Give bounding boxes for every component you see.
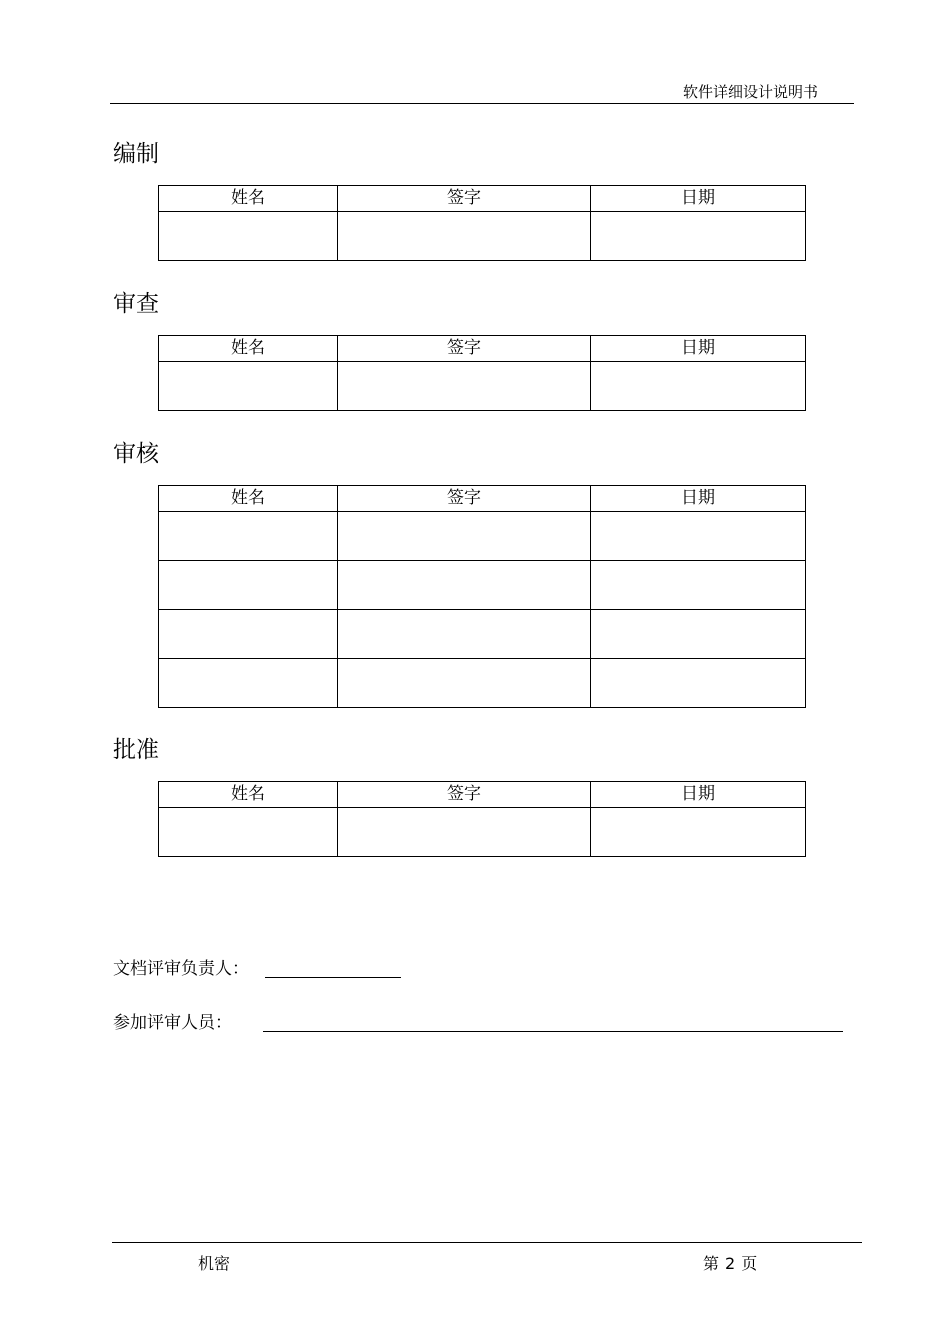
- column-header-signature: 签字: [338, 186, 591, 212]
- column-header-signature: 签字: [338, 336, 591, 362]
- column-header-name: 姓名: [159, 336, 338, 362]
- footer-rule: [112, 1242, 862, 1243]
- signature-cell[interactable]: [338, 659, 591, 708]
- signature-cell[interactable]: [338, 808, 591, 857]
- date-cell[interactable]: [591, 512, 806, 561]
- confidential-label: 机密: [198, 1254, 231, 1273]
- column-header-date: 日期: [591, 336, 806, 362]
- section-title-audit: 审核: [113, 441, 159, 467]
- page-suffix: 页: [741, 1254, 758, 1273]
- column-header-signature: 签字: [338, 486, 591, 512]
- date-cell[interactable]: [591, 659, 806, 708]
- name-cell[interactable]: [159, 610, 338, 659]
- column-header-name: 姓名: [159, 186, 338, 212]
- signature-cell[interactable]: [338, 610, 591, 659]
- table-header-row: [159, 186, 806, 212]
- page-number: 2: [725, 1254, 736, 1273]
- signature-cell[interactable]: [338, 512, 591, 561]
- header-rule: [110, 103, 854, 104]
- document-header-title: 软件详细设计说明书: [682, 83, 818, 101]
- table-row: [159, 808, 806, 857]
- date-cell[interactable]: [591, 362, 806, 411]
- signature-cell[interactable]: [338, 561, 591, 610]
- reviewer-in-charge-underline[interactable]: [265, 977, 401, 978]
- name-cell[interactable]: [159, 362, 338, 411]
- participants-label: 参加评审人员：: [113, 1013, 232, 1033]
- participants-underline[interactable]: [263, 1031, 843, 1032]
- table-header-row: [159, 336, 806, 362]
- name-cell[interactable]: [159, 561, 338, 610]
- audit-signature-table: [158, 485, 806, 708]
- date-cell[interactable]: [591, 808, 806, 857]
- signature-cell[interactable]: [338, 362, 591, 411]
- date-cell[interactable]: [591, 610, 806, 659]
- page-prefix: 第: [703, 1254, 720, 1273]
- column-header-date: 日期: [591, 486, 806, 512]
- table-row: [159, 212, 806, 261]
- name-cell[interactable]: [159, 512, 338, 561]
- review-signature-table: [158, 335, 806, 411]
- name-cell[interactable]: [159, 659, 338, 708]
- section-title-prepared: 编制: [113, 141, 159, 167]
- column-header-name: 姓名: [159, 782, 338, 808]
- prepared-signature-table: [158, 185, 806, 261]
- section-title-approval: 批准: [113, 737, 159, 763]
- column-header-date: 日期: [591, 186, 806, 212]
- date-cell[interactable]: [591, 212, 806, 261]
- column-header-date: 日期: [591, 782, 806, 808]
- approval-signature-table: [158, 781, 806, 857]
- name-cell[interactable]: [159, 212, 338, 261]
- page-indicator: [703, 1254, 757, 1274]
- table-header-row: [159, 486, 806, 512]
- column-header-signature: 签字: [338, 782, 591, 808]
- column-header-name: 姓名: [159, 486, 338, 512]
- signature-cell[interactable]: [338, 212, 591, 261]
- table-row: [159, 362, 806, 411]
- section-title-review: 审查: [113, 291, 159, 317]
- table-row: [159, 512, 806, 561]
- date-cell[interactable]: [591, 561, 806, 610]
- name-cell[interactable]: [159, 808, 338, 857]
- table-row: [159, 610, 806, 659]
- table-header-row: [159, 782, 806, 808]
- table-row: [159, 659, 806, 708]
- reviewer-in-charge-label: 文档评审负责人：: [113, 959, 249, 979]
- table-row: [159, 561, 806, 610]
